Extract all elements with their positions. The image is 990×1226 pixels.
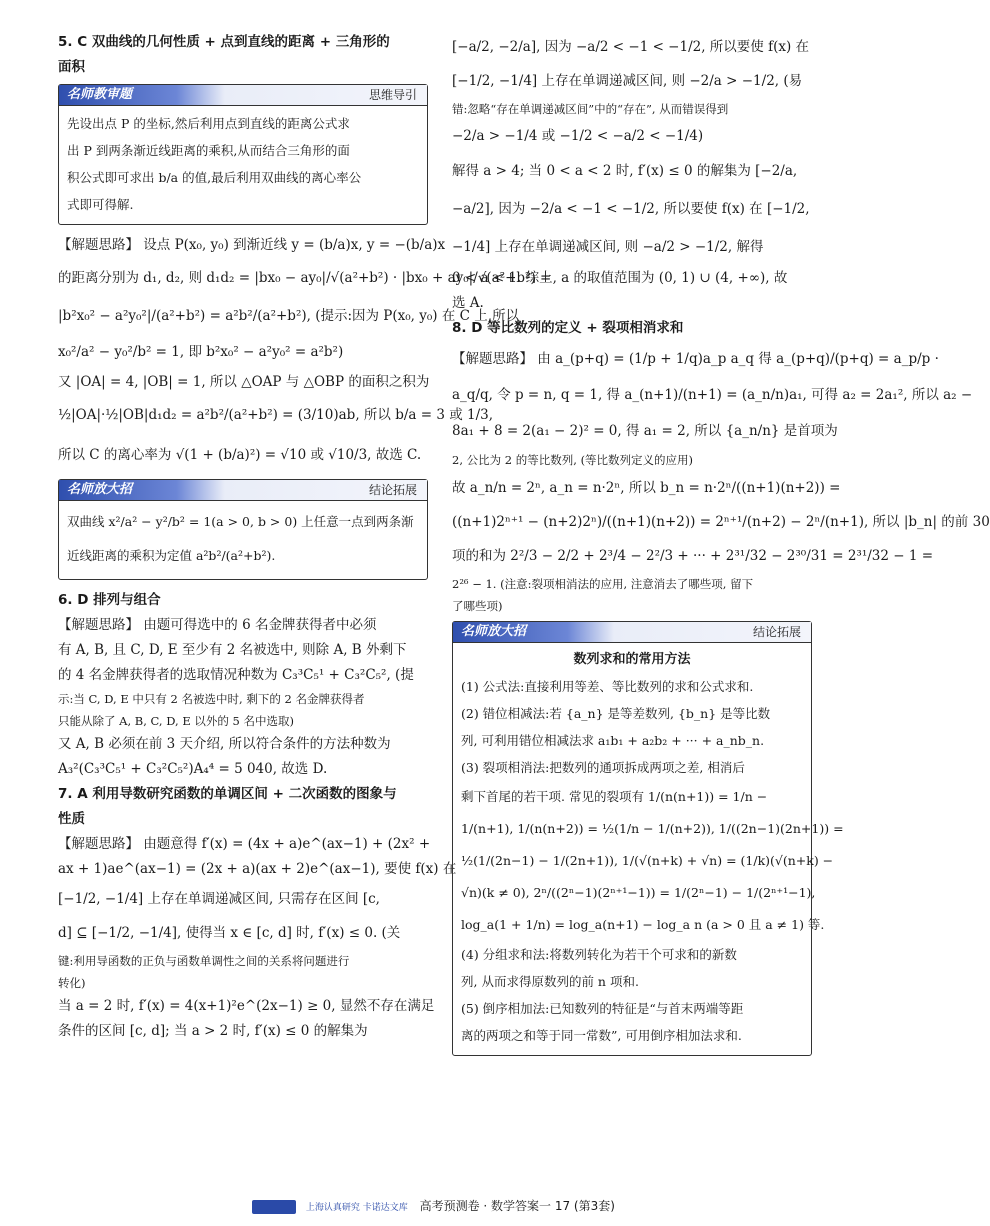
right-column [452, 30, 990, 1064]
q6-text: 只能从除了 A, B, C, D, E 以外的 5 名中选取) [58, 714, 295, 728]
q6-text: 示:当 C, D, E 中只有 2 名被选中时, 剩下的 2 名金牌获得者 [58, 692, 365, 706]
box-line: 列, 从而求得原数列的前 n 项和. [461, 974, 639, 989]
q7-text: 键:利用导函数的正负与函数单调性之间的关系将问题进行 [58, 954, 350, 968]
q7-text: ax + 1)ae^(ax−1) = (2x + a)(ax + 2)e^(ax−1), 要使 f(x) 在 [58, 861, 457, 877]
box-line: (2) 错位相减法:若 {a_n} 是等差数列, {b_n} 是等比数 [461, 706, 771, 721]
q7-text: [−1/2, −1/4] 上存在单调递减区间, 只需存在区间 [c, [58, 891, 380, 907]
q8-text: 2, 公比为 2 的等比数列, (等比数列定义的应用) [452, 453, 694, 467]
q5-text: 的距离分别为 d₁, d₂, 则 d₁d₂ = |bx₀ − ay₀|/√(a²+b²) · |bx₀ + ay₀|/√(a²+b²) = [58, 270, 552, 286]
box-conclusion [58, 479, 428, 580]
q5-heading-cont: 面积 [58, 59, 85, 75]
q5-text: x₀²/a² − y₀²/b² = 1, 即 b²x₀² − a²y₀² = a²b²) [58, 344, 344, 360]
box-line: 先设出点 P 的坐标,然后利用点到直线的距离公式求 [67, 116, 350, 131]
box-tag: 结论拓展 [752, 625, 801, 639]
box-title: 名师放大招 [461, 624, 527, 639]
q7-text: 解得 a > 4; 当 0 < a < 2 时, f′(x) ≤ 0 的解集为 [−2/a, [452, 163, 798, 179]
footer-brand: 上海认真研究 卡诺达文库 [305, 1203, 408, 1213]
q6-text: 有 A, B, 且 C, D, E 至少有 2 名被选中, 则除 A, B 外剩下 [58, 642, 407, 658]
q6-text: 的 4 名金牌获得者的选取情况种数为 C₃³C₅¹ + C₃²C₅², (提 [58, 667, 414, 683]
q6-heading: 6. D 排列与组合 [58, 592, 161, 608]
box-header [59, 480, 427, 501]
box-line: (5) 倒序相加法:已知数列的特征是“与首末两端等距 [461, 1001, 744, 1016]
q5-text: 所以 C 的离心率为 √(1 + (b/a)²) = √10 或 √10/3, 故选 C. [58, 447, 422, 463]
box-line: 剩下首尾的若干项. 常见的裂项有 1/(n(n+1)) = 1/n − [461, 789, 768, 804]
q8-text: 2²⁶ − 1. (注意:裂项相消法的应用, 注意消去了哪些项, 留下 [452, 577, 754, 591]
q8-text: ((n+1)2ⁿ⁺¹ − (n+2)2ⁿ)/((n+1)(n+2)) = 2ⁿ⁺¹/(n+2) − 2ⁿ/(n+1), 所以 |b_n| 的前 30 [452, 514, 990, 530]
q8-text: 故 a_n/n = 2ⁿ, a_n = n·2ⁿ, 所以 b_n = n·2ⁿ/((n+1)(n+2)) = [452, 480, 841, 496]
q7-heading: 7. A 利用导数研究函数的单调区间 + 二次函数的图象与 [58, 786, 397, 802]
q7-text: −a/2], 因为 −2/a < −1 < −1/2, 所以要使 f(x) 在 [−1/2, [452, 201, 810, 217]
q7-text: 0 < a < 1. 综上, a 的取值范围为 (0, 1) ∪ (4, +∞), 故 [452, 270, 788, 286]
box-line: (3) 裂项相消法:把数列的通项拆成两项之差, 相消后 [461, 760, 745, 775]
q6-text: A₃²(C₃³C₅¹ + C₃²C₅²)A₄⁴ = 5 040, 故选 D. [58, 761, 328, 777]
box-content [59, 501, 427, 579]
box-tag: 结论拓展 [368, 483, 417, 497]
box-content [453, 643, 844, 1055]
q5-text: 【解题思路】 设点 P(x₀, y₀) 到渐近线 y = (b/a)x, y = −(b/a)x [58, 237, 446, 253]
box-line: 积公式即可求出 b/a 的值,最后利用双曲线的离心率公 [67, 170, 362, 185]
box-line: 近线距离的乘积为定值 a²b²/(a²+b²). [67, 548, 276, 563]
q8-text: a_q/q, 令 p = n, q = 1, 得 a_(n+1)/(n+1) = (a_n/n)a₁, 可得 a₂ = 2a₁², 所以 a₂ − [452, 387, 973, 403]
box-heading: 数列求和的常用方法 [573, 652, 691, 667]
q7-text: d] ⊆ [−1/2, −1/4], 使得当 x ∈ [c, d] 时, f′(x) ≤ 0. (关 [58, 925, 401, 941]
q7-heading-cont: 性质 [58, 811, 85, 827]
box-sum-methods [452, 621, 844, 1056]
box-title: 名师放大招 [67, 482, 133, 497]
q8-text: 【解题思路】 由 a_(p+q) = (1/p + 1/q)a_p a_q 得 a_(p+q)/(p+q) = a_p/p · [452, 351, 939, 367]
q7-text: 选 A. [452, 295, 484, 311]
box-line: (4) 分组求和法:将数列转化为若干个可求和的新数 [461, 947, 737, 962]
box-header [59, 85, 427, 106]
q7-text: 【解题思路】 由题意得 f′(x) = (4x + a)e^(ax−1) + (2x² + [58, 836, 431, 852]
footer-text: 高考预测卷 · 数学答案一 17 (第3套) [419, 1199, 615, 1213]
q7-text: [−1/2, −1/4] 上存在单调递减区间, 则 −2/a > −1/2, (易 [452, 73, 803, 89]
q7-text: 错:忽略“存在单调递减区间”中的“存在”, 从而错误得到 [452, 102, 729, 116]
q5-heading: 5. C 双曲线的几何性质 + 点到直线的距离 + 三角形的 [58, 34, 390, 50]
q5-text: ½|OA|·½|OB|d₁d₂ = a²b²/(a²+b²) = (3/10)ab, 所以 b/a = 3 或 1/3, [58, 407, 494, 423]
q6-text: 又 A, B 必须在前 3 天介绍, 所以符合条件的方法种数为 [58, 736, 391, 752]
q8-text: 8a₁ + 8 = 2(a₁ − 2)² = 0, 得 a₁ = 2, 所以 {a_n/n} 是首项为 [452, 423, 838, 439]
q5-text: 又 |OA| = 4, |OB| = 1, 所以 △OAP 与 △OBP 的面积之积为 [58, 374, 430, 390]
box-line: ½(1/(2n−1) − 1/(2n+1)), 1/(√(n+k) + √n) = (1/k)(√(n+k) − [461, 853, 834, 868]
page-footer [0, 1196, 867, 1218]
box-line: 列, 可利用错位相减法求 a₁b₁ + a₂b₂ + ··· + a_nb_n. [461, 733, 765, 748]
box-line: log_a(1 + 1/n) = log_a(n+1) − log_a n (a > 0 且 a ≠ 1) 等. [461, 917, 825, 932]
box-line: 出 P 到两条渐近线距离的乘积,从而结合三角形的面 [67, 143, 350, 158]
q7-text: [−a/2, −2/a], 因为 −a/2 < −1 < −1/2, 所以要使 f(x) 在 [452, 39, 810, 55]
box-header [453, 622, 811, 643]
box-line: 离的两项之和等于同一常数”, 可用倒序相加法求和. [461, 1028, 742, 1043]
box-teacher-guide [58, 84, 428, 225]
publisher-logo-icon [252, 1200, 296, 1214]
q5-text: |b²x₀² − a²y₀²|/(a²+b²) = a²b²/(a²+b²), (提示:因为 P(x₀, y₀) 在 C 上,所以 [58, 308, 520, 324]
box-content [59, 106, 427, 224]
q7-text: −1/4] 上存在单调递减区间, 则 −a/2 > −1/2, 解得 [452, 239, 764, 255]
box-title: 名师教审题 [67, 87, 133, 102]
box-line: 1/(n+1), 1/(n(n+2)) = ½(1/n − 1/(n+2)), 1/((2n−1)(2n+1)) = [461, 821, 844, 836]
q7-text: 条件的区间 [c, d]; 当 a > 2 时, f′(x) ≤ 0 的解集为 [58, 1023, 368, 1039]
box-tag: 思维导引 [368, 88, 417, 102]
box-line: √n)(k ≠ 0), 2ⁿ/((2ⁿ−1)(2ⁿ⁺¹−1)) = 1/(2ⁿ−1) − 1/(2ⁿ⁺¹−1), [461, 885, 816, 900]
q6-text: 【解题思路】 由题可得选中的 6 名金牌获得者中必须 [58, 617, 377, 633]
q7-text: −2/a > −1/4 或 −1/2 < −a/2 < −1/4) [452, 128, 704, 144]
box-line: 双曲线 x²/a² − y²/b² = 1(a > 0, b > 0) 上任意一点到两条渐 [67, 514, 414, 529]
q7-text: 转化) [58, 976, 86, 990]
q7-text: 当 a = 2 时, f′(x) = 4(x+1)²e^(2x−1) ≥ 0, 显然不存在满足 [58, 998, 435, 1014]
box-line: 式即可得解. [67, 197, 134, 212]
q8-text: 了哪些项) [452, 599, 503, 613]
q8-text: 项的和为 2²/3 − 2/2 + 2³/4 − 2²/3 + ··· + 2³¹/32 − 2³⁰/31 = 2³¹/32 − 1 = [452, 548, 934, 564]
q8-heading: 8. D 等比数列的定义 + 裂项相消求和 [452, 320, 684, 336]
box-line: (1) 公式法:直接利用等差、等比数列的求和公式求和. [461, 679, 754, 694]
